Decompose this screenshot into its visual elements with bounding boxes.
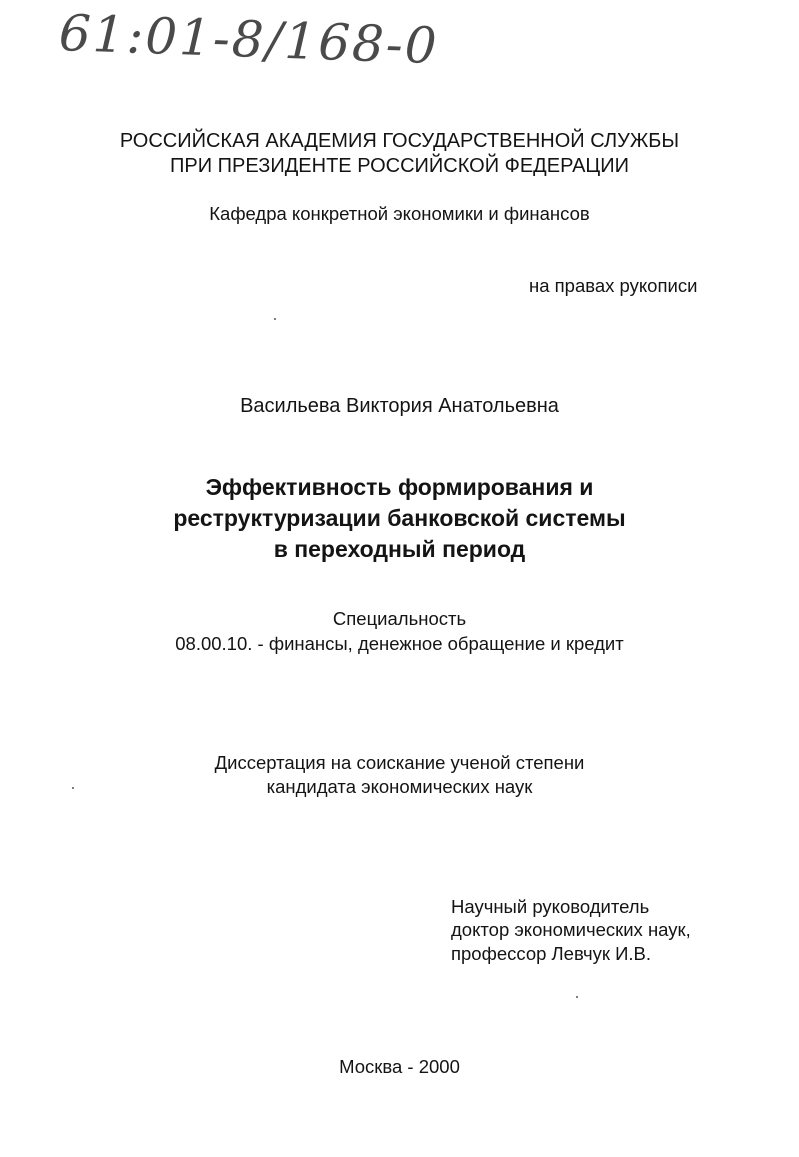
title-line-1: Эффективность формирования и [205, 474, 594, 500]
advisor-line-1: Научный руководитель [451, 896, 650, 917]
author-name: Васильева Виктория Анатольевна [240, 395, 559, 417]
advisor-line-3: профессор Левчук И.В. [451, 943, 651, 964]
manuscript-note: на правах рукописи [529, 275, 698, 296]
city-year: Москва - 2000 [339, 1056, 460, 1077]
title-line-2: реструктуризации банковской системы [173, 505, 626, 531]
scan-speck [72, 787, 74, 789]
advisor-line-2: доктор экономических наук, [451, 919, 691, 940]
scan-speck [576, 996, 578, 998]
dissertation-line-1: Диссертация на соискание ученой степени [214, 752, 585, 773]
institution-line-2: ПРИ ПРЕЗИДЕНТЕ РОССИЙСКОЙ ФЕДЕРАЦИИ [170, 155, 629, 177]
dissertation-line-2: кандидата экономических наук [266, 776, 533, 797]
title-line-3: в переходный период [273, 536, 526, 562]
specialty-label: Специальность [332, 608, 467, 629]
scan-speck [274, 318, 276, 320]
institution-line-1: РОССИЙСКАЯ АКАДЕМИЯ ГОСУДАРСТВЕННОЙ СЛУЖБЫ [119, 130, 680, 152]
handwritten-archive-code: 61:01-8/168-0 [57, 4, 440, 76]
department-name: Кафедра конкретной экономики и финансов [209, 203, 590, 224]
specialty-value: 08.00.10. - финансы, денежное обращение и кредит [175, 633, 624, 654]
